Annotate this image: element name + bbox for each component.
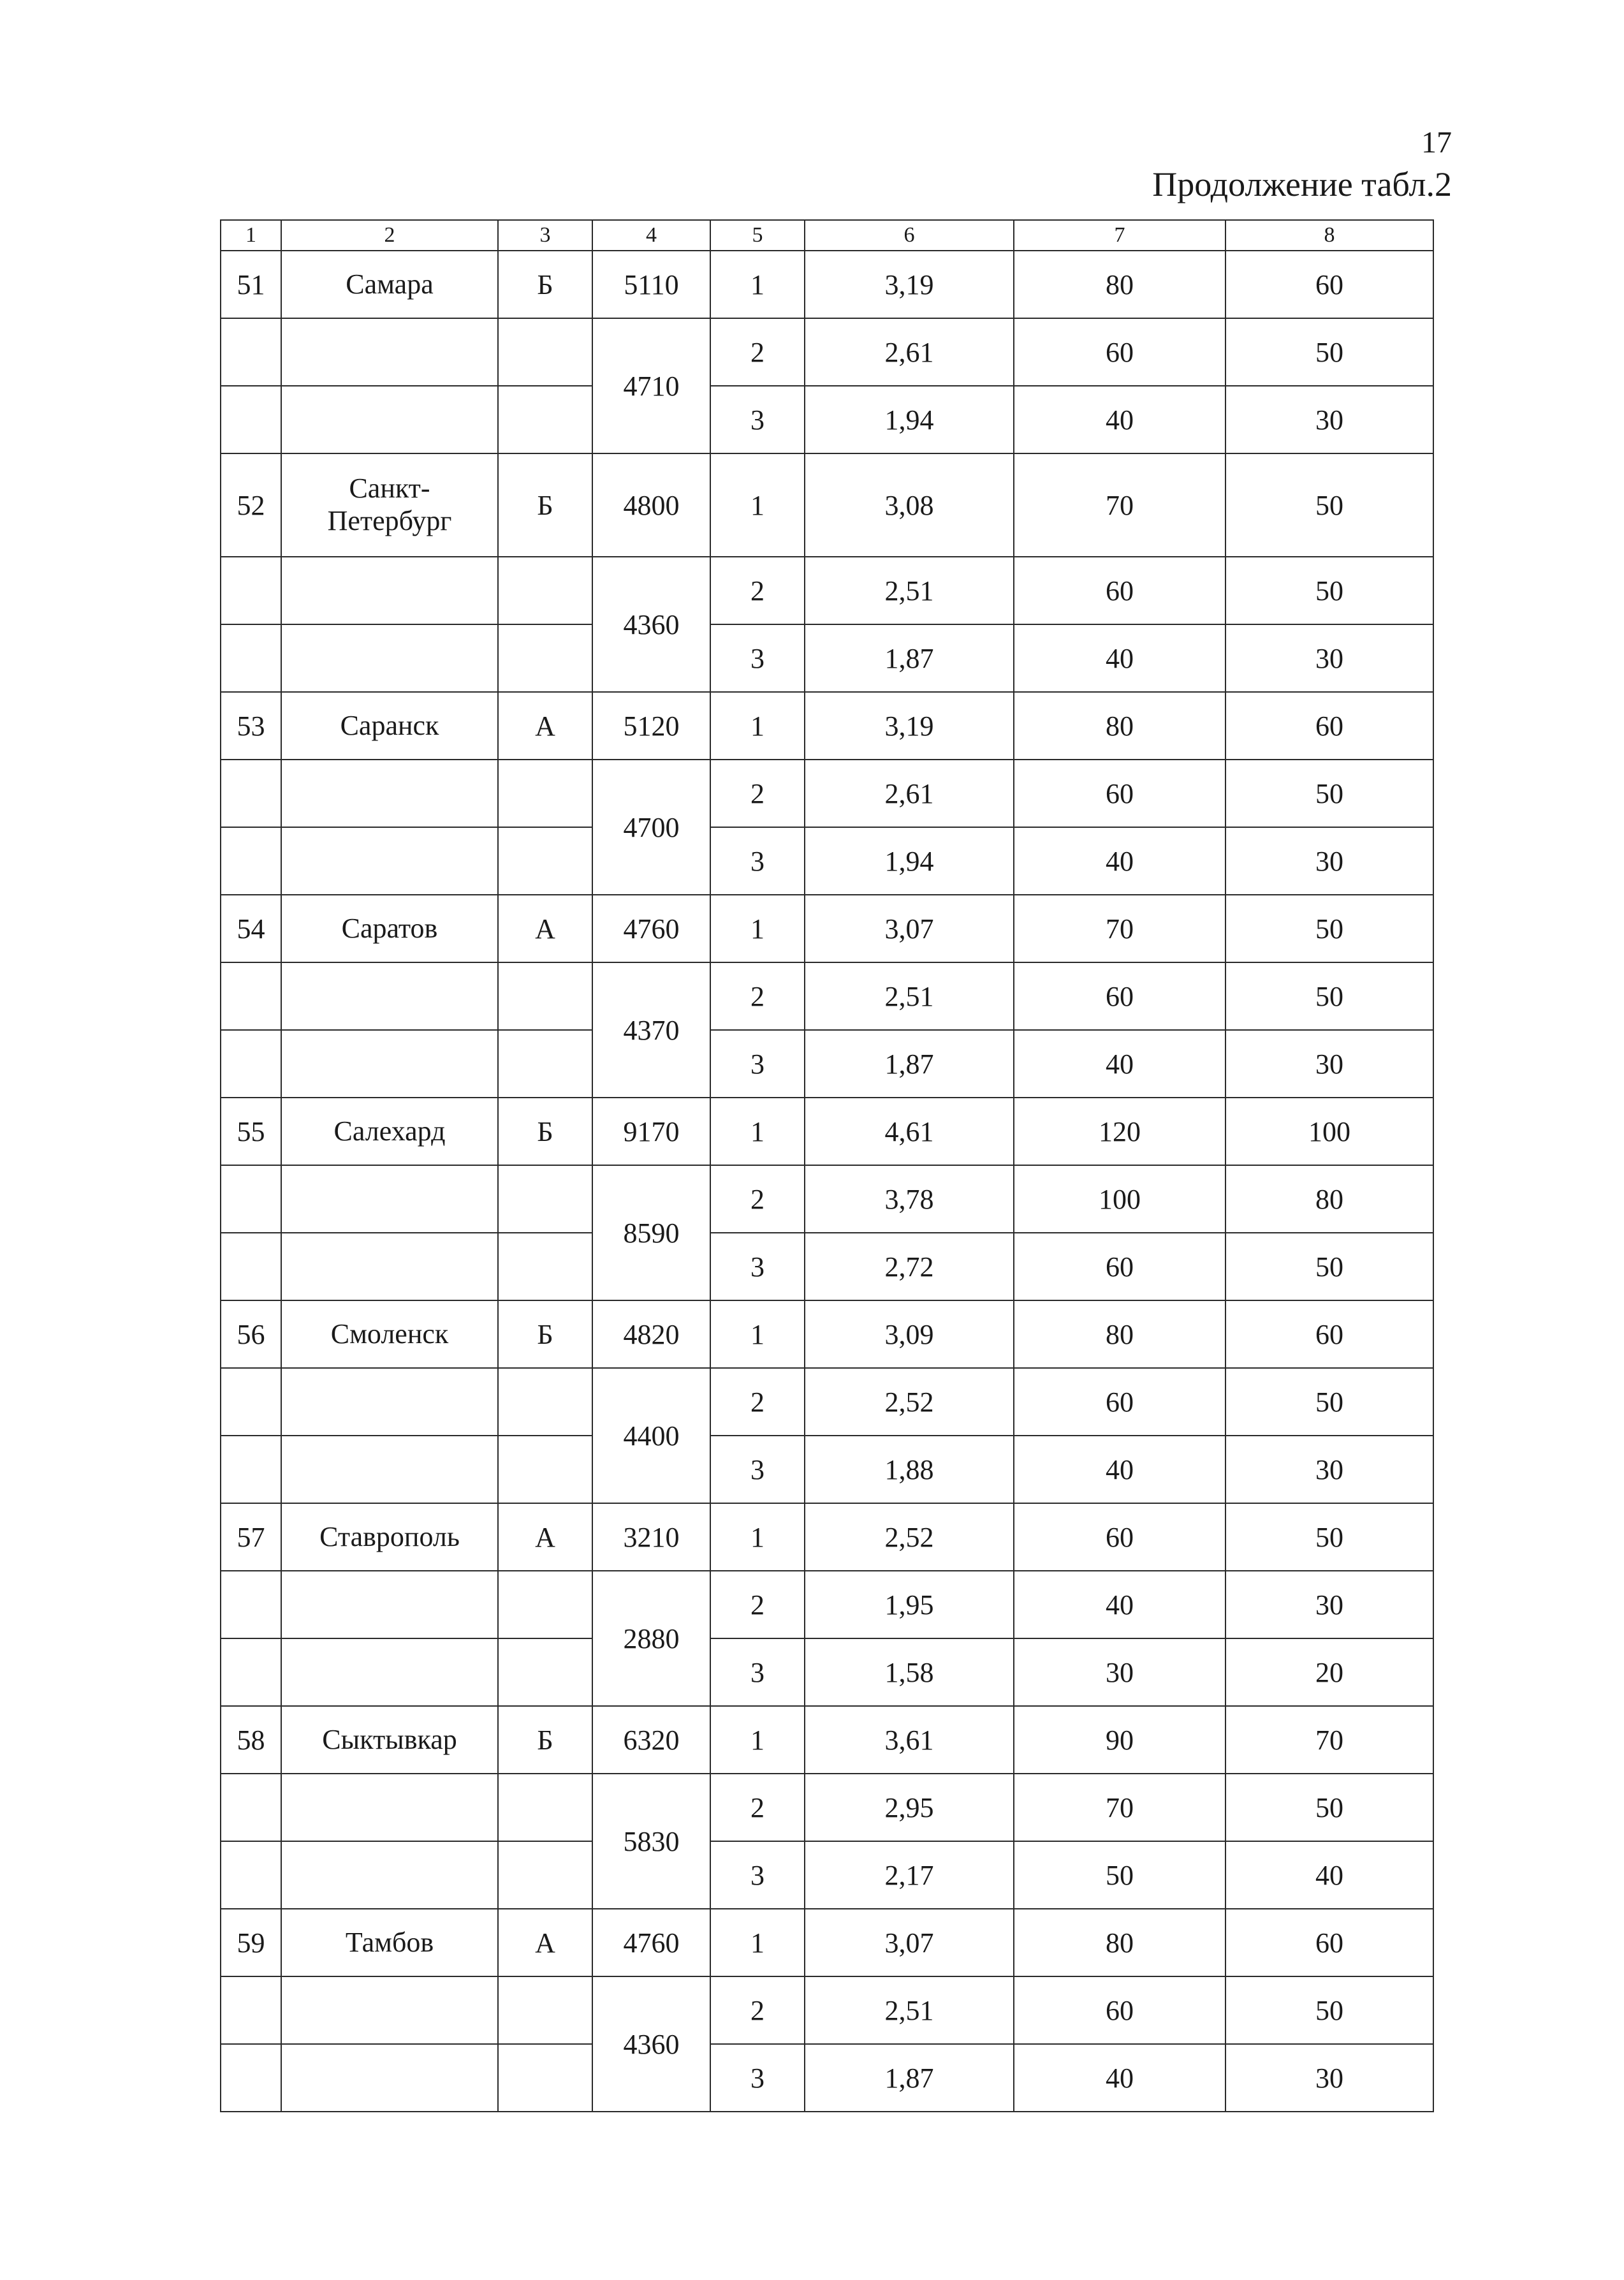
category-cell: Б [498,453,592,557]
empty-cell [281,557,498,624]
col8-cell: 50 [1225,962,1433,1030]
value-col4-cell: 4760 [592,895,710,962]
table-row [221,1368,1433,1436]
col7-cell: 40 [1014,386,1225,453]
row-number-cell: 53 [221,692,281,760]
city-name-line: Саратов [341,912,438,944]
col5-cell: 2 [710,760,805,827]
empty-cell [498,624,592,692]
col5-cell: 1 [710,1909,805,1976]
row-number-cell: 51 [221,251,281,318]
col8-cell: 60 [1225,251,1433,318]
col7-cell: 40 [1014,2044,1225,2112]
col5-cell: 3 [710,2044,805,2112]
col8-cell: 30 [1225,624,1433,692]
empty-cell [498,1233,592,1300]
row-number-cell: 56 [221,1300,281,1368]
header-row [221,220,1433,251]
col6-cell: 3,19 [805,692,1014,760]
header-cell: 1 [221,220,281,251]
row-number-cell: 55 [221,1098,281,1165]
value-col4-cell: 5830 [592,1774,710,1909]
header-cell: 7 [1014,220,1225,251]
table-row [221,827,1433,895]
col6-cell: 3,08 [805,453,1014,557]
city-name-line: Самара [346,268,434,300]
table-body [221,251,1433,2112]
header-cell: 8 [1225,220,1433,251]
value-col4-cell: 4820 [592,1300,710,1368]
col6-cell: 2,51 [805,1976,1014,2044]
empty-cell [498,1638,592,1706]
col6-cell: 1,95 [805,1571,1014,1638]
row-number-cell: 52 [221,453,281,557]
col7-cell: 80 [1014,1909,1225,1976]
empty-cell [281,1638,498,1706]
value-col4-cell: 4360 [592,1976,710,2112]
table-row [221,386,1433,453]
row-number-cell: 59 [221,1909,281,1976]
value-col4-cell: 4370 [592,962,710,1098]
col8-cell: 100 [1225,1098,1433,1165]
empty-cell [281,1233,498,1300]
empty-cell [221,827,281,895]
col5-cell: 1 [710,692,805,760]
city-name-line: Смоленск [330,1318,449,1350]
city-name-line: Сыктывкар [322,1723,457,1755]
empty-cell [498,557,592,624]
col7-cell: 60 [1014,1503,1225,1571]
header-cell: 5 [710,220,805,251]
empty-cell [221,318,281,386]
col6-cell: 2,52 [805,1368,1014,1436]
col7-cell: 60 [1014,557,1225,624]
col5-cell: 3 [710,1841,805,1909]
empty-cell [498,760,592,827]
col6-cell: 2,51 [805,962,1014,1030]
row-number-cell: 54 [221,895,281,962]
page-number: 17 [1421,126,1452,159]
table-row [221,1436,1433,1503]
col6-cell: 3,07 [805,895,1014,962]
col5-cell: 3 [710,1233,805,1300]
header-cell: 6 [805,220,1014,251]
empty-cell [221,1841,281,1909]
empty-cell [221,1165,281,1233]
empty-cell [281,962,498,1030]
empty-cell [221,2044,281,2112]
category-cell: Б [498,251,592,318]
empty-cell [221,1436,281,1503]
value-col4-cell: 3210 [592,1503,710,1571]
city-name-line: Тамбов [345,1926,434,1958]
col6-cell: 3,61 [805,1706,1014,1774]
empty-cell [498,1841,592,1909]
table-caption: Продолжение табл.2 [1152,165,1452,203]
col7-cell: 80 [1014,1300,1225,1368]
empty-cell [498,962,592,1030]
col7-cell: 50 [1014,1841,1225,1909]
table-row [221,1233,1433,1300]
empty-cell [221,1774,281,1841]
city-cell [281,1706,498,1774]
empty-cell [281,827,498,895]
col8-cell: 80 [1225,1165,1433,1233]
col6-cell: 2,61 [805,760,1014,827]
col8-cell: 50 [1225,453,1433,557]
col7-cell: 30 [1014,1638,1225,1706]
city-cell [281,251,498,318]
col7-cell: 60 [1014,1233,1225,1300]
col6-cell: 3,19 [805,251,1014,318]
col7-cell: 70 [1014,1774,1225,1841]
header-cell: 4 [592,220,710,251]
col7-cell: 40 [1014,1571,1225,1638]
header-cell: 3 [498,220,592,251]
empty-cell [221,1638,281,1706]
value-col4-cell: 4710 [592,318,710,453]
col8-cell: 30 [1225,1571,1433,1638]
category-cell: Б [498,1706,592,1774]
col7-cell: 40 [1014,624,1225,692]
col6-cell: 3,09 [805,1300,1014,1368]
empty-cell [281,760,498,827]
empty-cell [498,1976,592,2044]
col8-cell: 50 [1225,1503,1433,1571]
col6-cell: 2,17 [805,1841,1014,1909]
category-cell: А [498,692,592,760]
empty-cell [281,1165,498,1233]
col8-cell: 70 [1225,1706,1433,1774]
col8-cell: 50 [1225,318,1433,386]
col6-cell: 2,51 [805,557,1014,624]
city-name-line: Петербург [327,505,452,536]
category-cell: А [498,1909,592,1976]
city-cell [281,1098,498,1165]
table-row [221,1909,1433,1976]
value-col4-cell: 4400 [592,1368,710,1503]
col8-cell: 30 [1225,1436,1433,1503]
col8-cell: 40 [1225,1841,1433,1909]
col7-cell: 60 [1014,962,1225,1030]
value-col4-cell: 5120 [592,692,710,760]
col8-cell: 20 [1225,1638,1433,1706]
col5-cell: 2 [710,1976,805,2044]
col8-cell: 50 [1225,760,1433,827]
empty-cell [498,1165,592,1233]
col6-cell: 2,61 [805,318,1014,386]
city-cell [281,453,498,557]
col5-cell: 1 [710,453,805,557]
value-col4-cell: 8590 [592,1165,710,1300]
category-cell: А [498,895,592,962]
row-number-cell: 58 [221,1706,281,1774]
category-cell: А [498,1503,592,1571]
table-row [221,1571,1433,1638]
col5-cell: 2 [710,1774,805,1841]
table-row [221,1774,1433,1841]
empty-cell [221,1233,281,1300]
col8-cell: 50 [1225,1368,1433,1436]
col7-cell: 60 [1014,318,1225,386]
table-row [221,318,1433,386]
empty-cell [281,1976,498,2044]
table-row [221,692,1433,760]
col8-cell: 50 [1225,1774,1433,1841]
col5-cell: 2 [710,318,805,386]
category-cell: Б [498,1300,592,1368]
col6-cell: 1,88 [805,1436,1014,1503]
col5-cell: 1 [710,1706,805,1774]
header-cell: 2 [281,220,498,251]
col5-cell: 1 [710,1300,805,1368]
empty-cell [498,1436,592,1503]
city-name-line: Салехард [333,1115,446,1147]
table-row [221,1030,1433,1098]
table-row [221,962,1433,1030]
empty-cell [498,318,592,386]
table-row [221,251,1433,318]
city-cell [281,895,498,962]
table-row [221,453,1433,557]
empty-cell [281,1030,498,1098]
col5-cell: 3 [710,1436,805,1503]
col6-cell: 1,94 [805,386,1014,453]
empty-cell [221,386,281,453]
col8-cell: 30 [1225,2044,1433,2112]
empty-cell [498,1774,592,1841]
table-row [221,1706,1433,1774]
empty-cell [498,2044,592,2112]
empty-cell [498,386,592,453]
col7-cell: 70 [1014,453,1225,557]
empty-cell [221,557,281,624]
empty-cell [498,1030,592,1098]
col5-cell: 2 [710,1165,805,1233]
value-col4-cell: 4700 [592,760,710,895]
col6-cell: 3,78 [805,1165,1014,1233]
empty-cell [281,318,498,386]
city-cell [281,1909,498,1976]
value-col4-cell: 4360 [592,557,710,692]
empty-cell [498,1571,592,1638]
col5-cell: 3 [710,1030,805,1098]
col7-cell: 60 [1014,760,1225,827]
col8-cell: 60 [1225,1300,1433,1368]
col8-cell: 30 [1225,1030,1433,1098]
empty-cell [221,1030,281,1098]
col6-cell: 1,87 [805,2044,1014,2112]
table-row [221,1638,1433,1706]
col7-cell: 40 [1014,1436,1225,1503]
city-cell [281,1300,498,1368]
value-col4-cell: 9170 [592,1098,710,1165]
col6-cell: 1,58 [805,1638,1014,1706]
col7-cell: 60 [1014,1976,1225,2044]
empty-cell [221,760,281,827]
col5-cell: 2 [710,962,805,1030]
value-col4-cell: 5110 [592,251,710,318]
table-row [221,1165,1433,1233]
col7-cell: 40 [1014,1030,1225,1098]
table-row [221,557,1433,624]
col8-cell: 30 [1225,827,1433,895]
value-col4-cell: 6320 [592,1706,710,1774]
col6-cell: 3,07 [805,1909,1014,1976]
empty-cell [498,1368,592,1436]
col5-cell: 1 [710,1098,805,1165]
value-col4-cell: 4800 [592,453,710,557]
empty-cell [221,624,281,692]
col7-cell: 60 [1014,1368,1225,1436]
col8-cell: 50 [1225,557,1433,624]
empty-cell [281,1774,498,1841]
col5-cell: 1 [710,895,805,962]
col8-cell: 50 [1225,1976,1433,2044]
city-cell [281,1503,498,1571]
col6-cell: 1,87 [805,624,1014,692]
col5-cell: 3 [710,827,805,895]
table-row [221,1300,1433,1368]
col6-cell: 4,61 [805,1098,1014,1165]
col6-cell: 1,94 [805,827,1014,895]
col8-cell: 30 [1225,386,1433,453]
empty-cell [221,962,281,1030]
col8-cell: 60 [1225,1909,1433,1976]
city-cell [281,692,498,760]
col5-cell: 3 [710,386,805,453]
col7-cell: 120 [1014,1098,1225,1165]
col6-cell: 2,72 [805,1233,1014,1300]
value-col4-cell: 2880 [592,1571,710,1706]
empty-cell [221,1571,281,1638]
data-table [220,219,1434,2112]
empty-cell [281,624,498,692]
empty-cell [281,2044,498,2112]
col8-cell: 50 [1225,1233,1433,1300]
city-name-line: Ставрополь [319,1520,460,1552]
col5-cell: 3 [710,1638,805,1706]
col7-cell: 80 [1014,251,1225,318]
col5-cell: 2 [710,1571,805,1638]
empty-cell [281,1436,498,1503]
col7-cell: 70 [1014,895,1225,962]
col6-cell: 2,52 [805,1503,1014,1571]
table-row [221,895,1433,962]
empty-cell [281,1841,498,1909]
value-col4-cell: 4760 [592,1909,710,1976]
empty-cell [281,1571,498,1638]
table-row [221,760,1433,827]
empty-cell [221,1976,281,2044]
col5-cell: 2 [710,1368,805,1436]
col7-cell: 100 [1014,1165,1225,1233]
table-row [221,624,1433,692]
category-cell: Б [498,1098,592,1165]
col5-cell: 1 [710,1503,805,1571]
col5-cell: 2 [710,557,805,624]
row-number-cell: 57 [221,1503,281,1571]
col6-cell: 1,87 [805,1030,1014,1098]
col5-cell: 1 [710,251,805,318]
col7-cell: 80 [1014,692,1225,760]
empty-cell [498,827,592,895]
col7-cell: 90 [1014,1706,1225,1774]
col5-cell: 3 [710,624,805,692]
table-row [221,2044,1433,2112]
col6-cell: 2,95 [805,1774,1014,1841]
city-name-line: Саранск [340,709,439,741]
table-row [221,1503,1433,1571]
table-row [221,1098,1433,1165]
empty-cell [281,386,498,453]
col8-cell: 60 [1225,692,1433,760]
city-name-line: Санкт- [349,473,430,504]
empty-cell [221,1368,281,1436]
col7-cell: 40 [1014,827,1225,895]
col8-cell: 50 [1225,895,1433,962]
table-row [221,1976,1433,2044]
table-row [221,1841,1433,1909]
empty-cell [281,1368,498,1436]
